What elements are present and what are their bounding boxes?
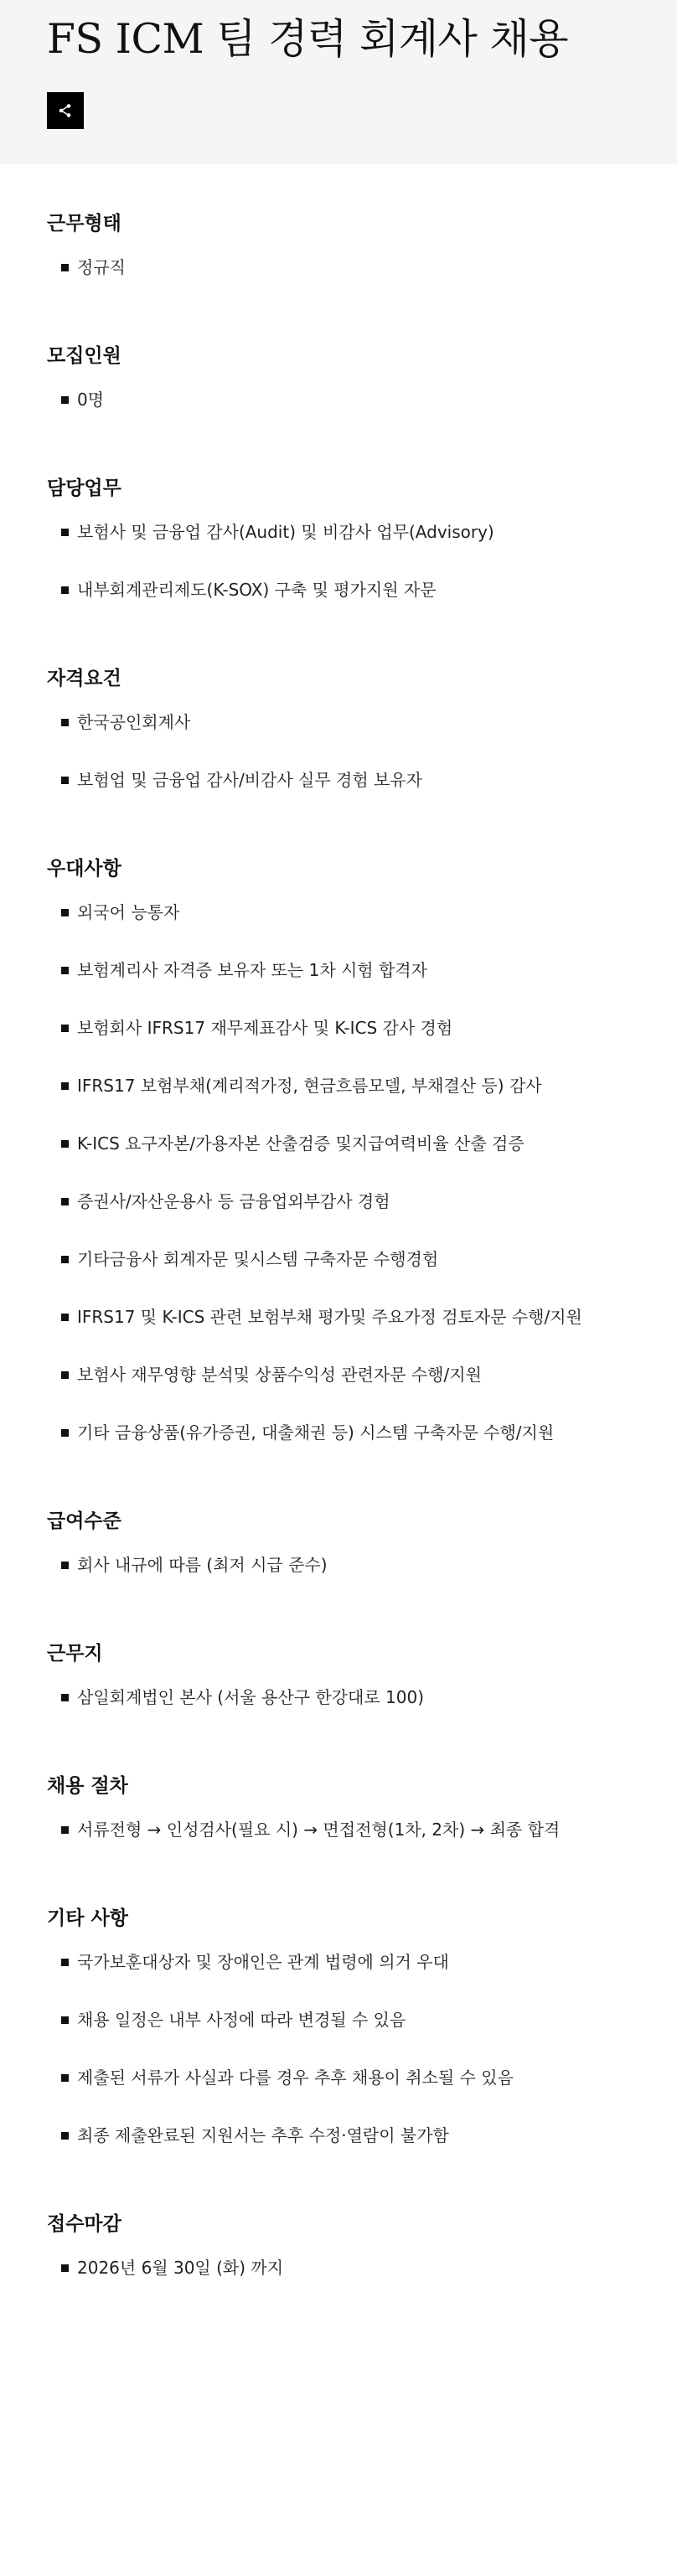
list-item — [47, 705, 630, 740]
section — [47, 342, 630, 417]
list-item-text: 보험사 및 금융업 감사(Audit) 및 비감사 업무(Advisory) — [77, 522, 494, 542]
list-item — [47, 1812, 630, 1847]
item-list — [47, 1812, 630, 1847]
square-bullet-icon — [61, 586, 69, 594]
list-item — [47, 1299, 630, 1334]
square-bullet-icon — [61, 1959, 69, 1966]
list-item-text: 증권사/자산운용사 등 금융업외부감사 경험 — [77, 1191, 390, 1211]
section-title: 접수마감 — [47, 2213, 121, 2235]
square-bullet-icon — [61, 1198, 69, 1205]
section-title: 기타 사항 — [47, 1907, 128, 1929]
list-item-text: 삼일회계법인 본사 (서울 용산구 한강대로 100) — [77, 1687, 425, 1707]
list-item — [47, 762, 630, 798]
list-item — [47, 1068, 630, 1103]
section-title: 급여수준 — [47, 1510, 121, 1532]
list-item-text: IFRS17 보험부채(계리적가정, 현금흐름모델, 부채결산 등) 감사 — [77, 1076, 542, 1096]
square-bullet-icon — [61, 2016, 69, 2024]
square-bullet-icon — [61, 1314, 69, 1321]
section-title: 근무지 — [47, 1643, 103, 1665]
square-bullet-icon — [61, 719, 69, 726]
section — [47, 1507, 630, 1582]
item-list — [47, 1680, 630, 1715]
list-item — [47, 1944, 630, 1980]
list-item — [47, 250, 630, 285]
square-bullet-icon — [61, 1140, 69, 1148]
section — [47, 664, 630, 798]
list-item — [47, 2060, 630, 2095]
section — [47, 1772, 630, 1847]
page-header — [0, 0, 677, 164]
list-item — [47, 1680, 630, 1715]
list-item — [47, 572, 630, 607]
list-item — [47, 1242, 630, 1277]
square-bullet-icon — [61, 1694, 69, 1701]
list-item — [47, 1547, 630, 1582]
section-title: 채용 절차 — [47, 1775, 128, 1797]
square-bullet-icon — [61, 777, 69, 784]
list-item-text: 보험업 및 금융업 감사/비감사 실무 경험 보유자 — [77, 770, 422, 790]
list-item — [47, 2118, 630, 2153]
list-item-text: 회사 내규에 따름 (최저 시급 준수) — [77, 1555, 328, 1575]
square-bullet-icon — [61, 1562, 69, 1569]
list-item-text: 채용 일정은 내부 사정에 따라 변경될 수 있음 — [77, 2010, 406, 2030]
job-details — [0, 164, 677, 2376]
list-item-text: 외국어 능통자 — [77, 902, 180, 922]
square-bullet-icon — [61, 1371, 69, 1379]
square-bullet-icon — [61, 1429, 69, 1437]
item-list — [47, 1944, 630, 2153]
square-bullet-icon — [61, 1025, 69, 1032]
item-list — [47, 705, 630, 798]
square-bullet-icon — [61, 2132, 69, 2140]
list-item — [47, 1126, 630, 1161]
list-item — [47, 1010, 630, 1045]
list-item — [47, 514, 630, 550]
list-item — [47, 1184, 630, 1219]
share-button[interactable] — [47, 92, 84, 129]
list-item — [47, 382, 630, 417]
list-item-text: 보험회사 IFRS17 재무제표감사 및 K-ICS 감사 경험 — [77, 1018, 453, 1038]
square-bullet-icon — [61, 529, 69, 536]
page-title: FS ICM 팀 경력 회계사 채용 — [47, 15, 569, 63]
item-list — [47, 895, 630, 1450]
list-item-text: 최종 제출완료된 지원서는 추후 수정·열람이 불가함 — [77, 2125, 449, 2145]
list-item-text: 제출된 서류가 사실과 다를 경우 추후 채용이 취소될 수 있음 — [77, 2068, 514, 2088]
list-item-text: 기타금융사 회계자문 및시스템 구축자문 수행경험 — [77, 1249, 439, 1269]
list-item-text: IFRS17 및 K-ICS 관련 보험부채 평가및 주요가정 검토자문 수행/지원 — [77, 1307, 582, 1327]
section-title: 우대사항 — [47, 858, 121, 880]
list-item-text: 기타 금융상품(유가증권, 대출채권 등) 시스템 구축자문 수행/지원 — [77, 1422, 555, 1443]
list-item-text: 0명 — [77, 390, 105, 410]
list-item — [47, 2250, 630, 2285]
list-item-text: 보험계리사 자격증 보유자 또는 1차 시험 합격자 — [77, 960, 427, 980]
list-item-text: K-ICS 요구자본/가용자본 산출검증 및지급여력비율 산출 검증 — [77, 1133, 525, 1154]
list-item — [47, 895, 630, 930]
list-item — [47, 2002, 630, 2037]
section — [47, 1904, 630, 2153]
section-title: 담당업무 — [47, 478, 121, 499]
square-bullet-icon — [61, 1256, 69, 1263]
section — [47, 209, 630, 285]
section — [47, 854, 630, 1450]
list-item-text: 보험사 재무영향 분석및 상품수익성 관련자문 수행/지원 — [77, 1365, 482, 1385]
list-item — [47, 952, 630, 988]
list-item-text: 2026년 6월 30일 (화) 까지 — [77, 2258, 284, 2278]
list-item — [47, 1357, 630, 1392]
square-bullet-icon — [61, 967, 69, 974]
section — [47, 474, 630, 607]
square-bullet-icon — [61, 2074, 69, 2082]
square-bullet-icon — [61, 264, 69, 271]
section-title: 모집인원 — [47, 345, 121, 367]
section — [47, 2210, 630, 2285]
list-item-text: 정규직 — [77, 257, 126, 277]
square-bullet-icon — [61, 1826, 69, 1834]
item-list — [47, 250, 630, 285]
item-list — [47, 1547, 630, 1582]
list-item-text: 내부회계관리제도(K-SOX) 구축 및 평가지원 자문 — [77, 580, 437, 600]
section-title: 자격요건 — [47, 668, 121, 689]
square-bullet-icon — [61, 909, 69, 916]
list-item — [47, 1415, 630, 1450]
section-title: 근무형태 — [47, 213, 121, 235]
list-item-text: 서류전형 → 인성검사(필요 시) → 면접전형(1차, 2차) → 최종 합격 — [77, 1820, 561, 1840]
share-icon — [57, 102, 74, 119]
square-bullet-icon — [61, 2264, 69, 2272]
section — [47, 1639, 630, 1715]
item-list — [47, 2250, 630, 2285]
item-list — [47, 514, 630, 607]
square-bullet-icon — [61, 1082, 69, 1090]
item-list — [47, 382, 630, 417]
square-bullet-icon — [61, 396, 69, 404]
list-item-text: 한국공인회계사 — [77, 712, 191, 732]
list-item-text: 국가보훈대상자 및 장애인은 관계 법령에 의거 우대 — [77, 1952, 449, 1972]
